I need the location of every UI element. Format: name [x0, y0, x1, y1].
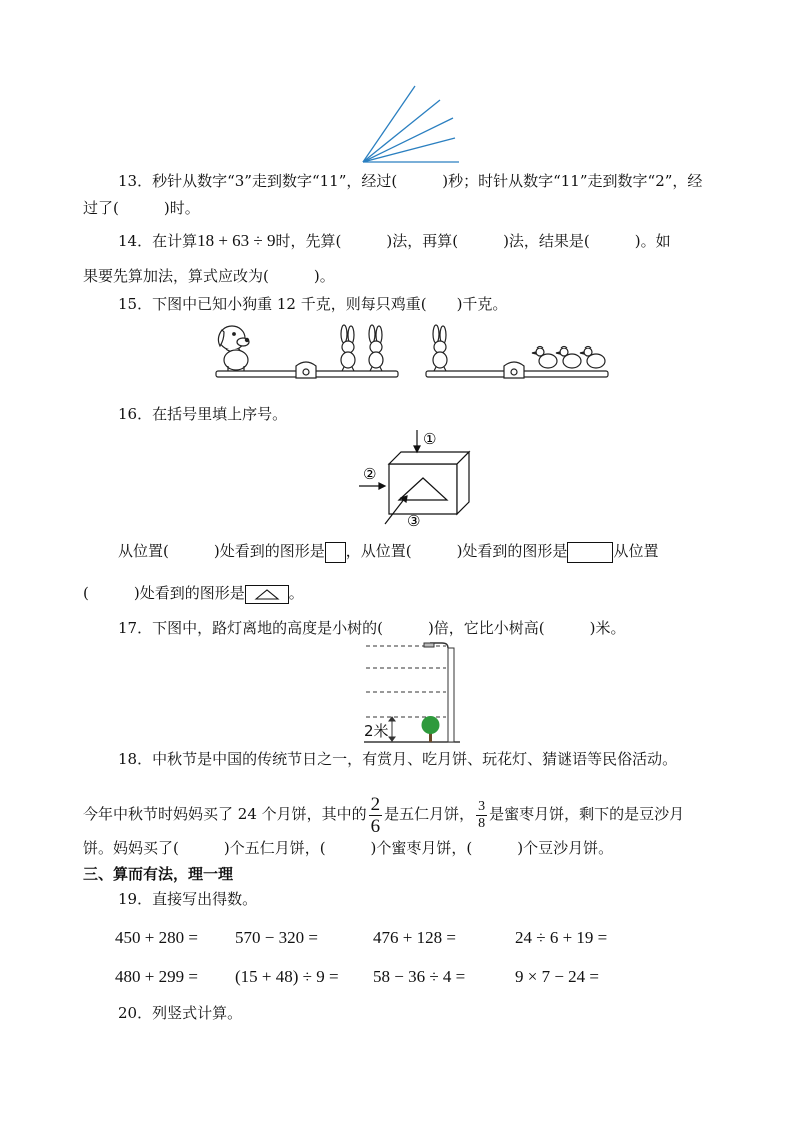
- q14-prefix: 14．在计算: [118, 232, 198, 250]
- tree-icon: [422, 716, 440, 742]
- fraction-two-sixths: [369, 795, 383, 836]
- q16-ans2-end: 。: [288, 584, 304, 602]
- q13-line2: 过了( )时。: [83, 199, 200, 217]
- q19-text: 19．直接写出得数。: [118, 890, 258, 908]
- q16-ans1b: ，从位置( )处看到的图形是: [345, 542, 568, 560]
- height-label: 2米: [364, 722, 389, 740]
- q20-text: 20．列竖式计算。: [118, 1004, 243, 1022]
- q13-line1: 13．秒针从数字“3”走到数字“11”，经过( )秒；时针从数字“11”走到数字“2”，经: [118, 172, 703, 190]
- q18-line2c: 是蜜枣月饼，剩下的是豆沙月: [489, 805, 685, 823]
- q14-line2: 果要先算加法，算式应改为( )。: [83, 267, 335, 285]
- calc-r2-c4: 9 × 7 − 24 =: [515, 967, 600, 986]
- lamp-tree-figure: [362, 640, 467, 745]
- position-label-2: ②: [363, 465, 377, 483]
- calc-r2-c2: (15 + 48) ÷ 9 =: [235, 967, 339, 986]
- q16-ans2: ( )处看到的图形是: [83, 584, 245, 602]
- ray-3: [363, 100, 440, 162]
- calc-r2-c1: 480 + 299 =: [115, 967, 198, 986]
- balance-figure: [210, 318, 610, 388]
- position-label-1: ①: [423, 430, 437, 448]
- calc-r2-c3: 58 − 36 ÷ 4 =: [373, 967, 466, 986]
- q14-line1: [118, 231, 671, 251]
- rectangle-shape-icon: [567, 542, 613, 563]
- fraction2-numerator: 3: [478, 798, 486, 814]
- box-views-figure: [355, 426, 475, 528]
- fraction-three-eighths: [476, 800, 487, 831]
- calc-r1-c1: 450 + 280 =: [115, 928, 198, 947]
- square-shape-icon: [325, 542, 346, 563]
- fraction2-denominator: 8: [478, 815, 486, 831]
- lamp-post: [448, 648, 454, 742]
- q17-text: 17．下图中，路灯离地的高度是小树的( )倍，它比小树高( )米。: [118, 619, 626, 637]
- chicken-icon: [532, 347, 557, 369]
- q16-ans1a: 从位置( )处看到的图形是: [118, 542, 325, 560]
- triangle-in-rectangle-icon: [245, 585, 289, 604]
- q18-line2a: 今年中秋节时妈妈买了 24 个月饼，其中的: [83, 805, 367, 823]
- q16-answer-line2: [83, 583, 304, 604]
- fraction1-denominator: 6: [370, 815, 381, 837]
- calc-r1-c2: 570 − 320 =: [235, 928, 318, 947]
- dog-icon: [218, 326, 249, 371]
- rays-figure: [355, 80, 465, 170]
- q15-text: 15．下图中已知小狗重 12 千克，则每只鸡重( )千克。: [118, 295, 508, 313]
- q18-line2b: 是五仁月饼，: [384, 805, 475, 823]
- q14-expression: 18 + 63 ÷ 9: [197, 231, 276, 250]
- q16-answer-line1: [118, 541, 658, 563]
- rabbit-icon: [433, 325, 447, 371]
- rabbit-icon: [369, 325, 383, 371]
- q18-line1: 18．中秋节是中国的传统节日之一，有赏月、吃月饼、玩花灯、猜谜语等民俗活动。: [118, 750, 678, 768]
- q18-line2: [83, 792, 684, 836]
- q14-rest: 时，先算( )法，再算( )法，结果是( )。如: [275, 232, 671, 250]
- q16-ans1c: 从位置: [613, 542, 659, 560]
- calc-r1-c4: 24 ÷ 6 + 19 =: [515, 928, 608, 947]
- q18-line3: 饼。妈妈买了( )个五仁月饼，( )个蜜枣月饼，( )个豆沙月饼。: [83, 839, 614, 857]
- ray-2: [363, 118, 453, 162]
- chicken-icon: [556, 347, 581, 369]
- rabbit-icon: [341, 325, 355, 371]
- fraction1-numerator: 2: [370, 793, 381, 815]
- chicken-icon: [580, 347, 605, 369]
- position-label-3: ③: [407, 512, 421, 528]
- q16-text: 16．在括号里填上序号。: [118, 405, 288, 423]
- calc-r1-c3: 476 + 128 =: [373, 928, 456, 947]
- section3-title: 三、算而有法，理一理: [83, 865, 234, 883]
